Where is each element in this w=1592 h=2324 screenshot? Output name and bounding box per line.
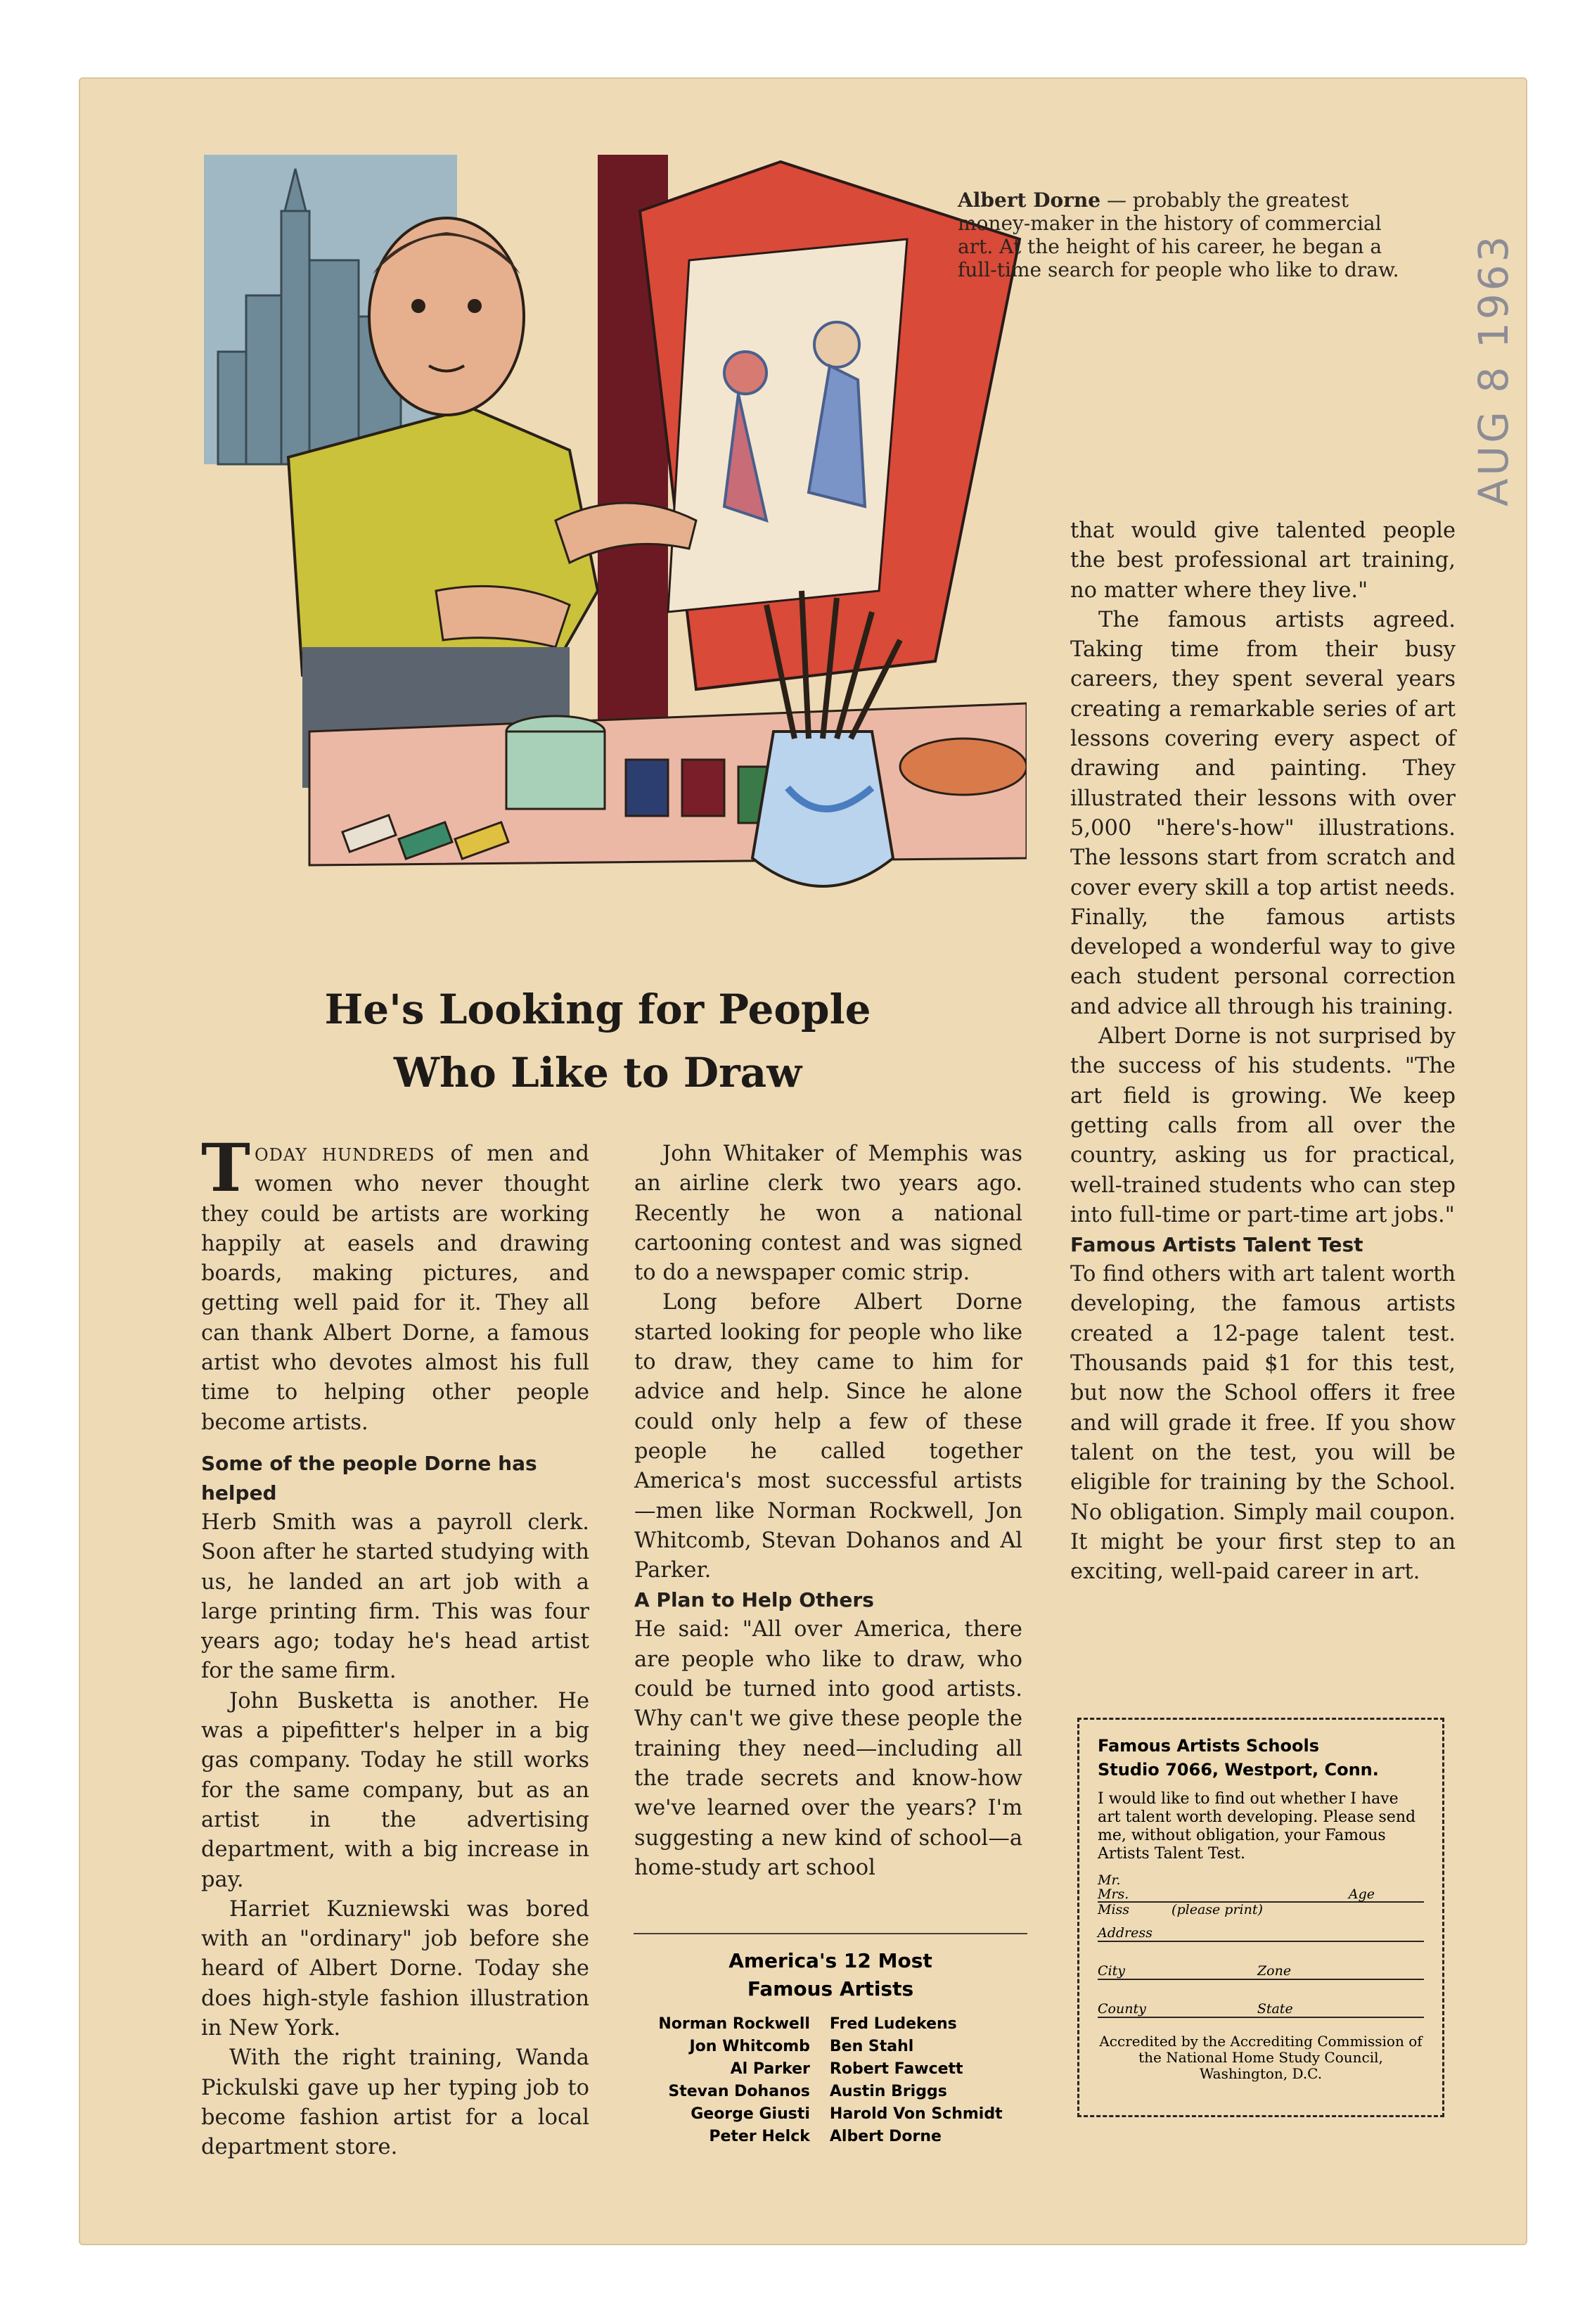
accreditation-note: Accredited by the Accrediting Commission of the National Home Study Council, Washington, D.C. (1099, 2033, 1423, 2082)
coupon-print-note: (please print) (1171, 1902, 1263, 1917)
city-zone-field[interactable] (1098, 1958, 1424, 1980)
artist-illustration (204, 155, 1027, 978)
coupon-miss: Miss (1098, 1902, 1130, 1917)
artist-name: Jon Whitcomb (689, 2038, 810, 2055)
zone-label: Zone (1257, 1963, 1292, 1979)
artist-name: Fred Ludekens (829, 2015, 957, 2033)
col2-subheading: A Plan to Help Others (634, 1588, 874, 1612)
lead-small-caps: ODAY HUNDREDS (254, 1145, 435, 1165)
coupon-body: I would like to find out whether I have art talent worth developing. Please send me, without obligation, your Famous Artists Talent Test. (1098, 1790, 1416, 1863)
illustration-caption (958, 189, 1408, 281)
col3-paragraph-3: Albert Dorne is not surprised by the success of his students. "The art field is growing. We keep getting calls from all over the country, asking us for practical, well-trained students who can step into full-time or part-time art jobs." (1070, 1024, 1456, 1227)
artist-name: Peter Helck (709, 2128, 810, 2145)
col1-subheading: Some of the people Dorne has helped (201, 1451, 537, 1505)
city-label: City (1098, 1963, 1125, 1979)
artists-right-column (820, 2013, 1003, 2148)
address-field[interactable] (1098, 1920, 1424, 1942)
artist-name: Stevan Dohanos (668, 2083, 810, 2100)
col1-paragraph-3: John Busketta is another. He was a pipefitter's helper in a big gas company. Today he still works for the same company, but as an artist in the advertising department, with a big increase in pay. (201, 1688, 589, 1892)
artist-name: Ben Stahl (829, 2038, 914, 2055)
col1-paragraph-5: With the right training, Wanda Pickulski gave up her typing job to become fashion artist for a local department store. (201, 2045, 589, 2160)
artist-name: Austin Briggs (829, 2083, 947, 2100)
col3-paragraph-4: To find others with art talent worth developing, the famous artists created a 12-page talent test. Thousands paid $1 for this test, but now the School offers it free and will grade it free. If you show talent on the test, you will be eligible for training by the School. No obligation. Simply mail coupon. It might be your first step to an exciting, well-paid career in art. (1070, 1262, 1456, 1585)
county-label: County (1098, 2001, 1146, 2017)
famous-artists-list (630, 1933, 1031, 2148)
coupon-age-label: Age (1348, 1886, 1375, 1902)
col1-paragraph-1: of men and women who never thought they could be artists are working happily at easels and drawing boards, making pictures, and getting well paid for it. They all can thank Albert Dorne, a famous artist who devotes almost his full time to helping other people become artists. (201, 1142, 590, 1435)
drop-cap: T (201, 1130, 250, 1207)
divider (634, 1933, 1027, 1934)
headline-line-1: He's Looking for People (324, 985, 871, 1033)
county-state-field[interactable] (1098, 1996, 1424, 2018)
col2-paragraph-2: Long before Albert Dorne started looking for people who like to draw, they came to him for advice and help. Since he alone could only help a few of these people he called together America's most successful artists —men like Norman Rockwell, Jon Whitcomb, Stevan Dohanos and Al Parker. (634, 1290, 1022, 1583)
artist-name: Albert Dorne (829, 2128, 942, 2145)
artists-title-1: America's 12 Most (728, 1949, 932, 1972)
article-column-2 (634, 1139, 1022, 1883)
caption-text: — probably the greatest money-maker in the history of commercial art. At the height of his career, he began a full-time search for people who like to draw. (958, 189, 1399, 281)
artists-title-2: Famous Artists (747, 1977, 914, 2000)
article-column-3 (1070, 516, 1456, 1587)
artist-name: Robert Fawcett (829, 2060, 963, 2078)
caption-name: Albert Dorne (958, 189, 1101, 212)
artist-name: Norman Rockwell (658, 2015, 810, 2033)
coupon-mrs: Mrs. (1098, 1886, 1129, 1902)
col2-paragraph-3: He said: "All over America, there are people who like to draw, who could be turned into good artists. Why can't we give these people the training they need—including all the trade secrets and know-how we've learned over the years? I'm suggesting a new kind of school—a home-study art school (634, 1617, 1022, 1880)
artist-name: George Giusti (691, 2105, 810, 2123)
col3-subheading: Famous Artists Talent Test (1070, 1233, 1363, 1257)
article-column-1 (201, 1130, 590, 2163)
col2-paragraph-1: John Whitaker of Memphis was an airline clerk two years ago. Recently he won a national cartooning contest and was signed to do a newspaper comic strip. (634, 1142, 1022, 1286)
headline (211, 978, 984, 1104)
col3-paragraph-1: that would give talented people the best professional art training, no matter where they live." (1070, 518, 1456, 603)
address-label: Address (1098, 1925, 1153, 1941)
headline-line-2: Who Like to Draw (393, 1049, 802, 1097)
state-label: State (1257, 2001, 1293, 2017)
col1-paragraph-4: Harriet Kuzniewski was bored with an "ordinary" job before she heard of Albert Dorne. Today she does high-style fashion illustration in New York. (201, 1896, 589, 2041)
artists-left-column (658, 2013, 820, 2148)
canvas (668, 239, 907, 612)
mail-coupon[interactable] (1077, 1718, 1444, 2117)
coupon-mr: Mr. (1098, 1872, 1121, 1888)
col1-paragraph-2: Herb Smith was a payroll clerk. Soon after he started studying with us, he landed an art job with a large printing firm. This was four years ago; today he's head artist for the same firm. (201, 1509, 589, 1684)
coupon-address: Studio 7066, Westport, Conn. (1098, 1760, 1379, 1780)
col3-paragraph-2: The famous artists agreed. Taking time from their busy careers, they spent several years creating a remarkable series of art lessons covering every aspect of drawing and painting. They illustrated their lessons with over 5,000 "here's-how" illustrations. The lessons start from scratch and cover every skill a top artist needs. Finally, the famous artists developed a wonderful way to give each student personal correction and advice all through his training. (1070, 607, 1456, 1019)
bowl (900, 739, 1027, 795)
artist-name: Harold Von Schmidt (829, 2105, 1003, 2123)
artist-name: Al Parker (730, 2060, 810, 2078)
date-stamp: AUG 8 1963 (1470, 233, 1517, 506)
coupon-school-name: Famous Artists Schools (1098, 1736, 1319, 1756)
